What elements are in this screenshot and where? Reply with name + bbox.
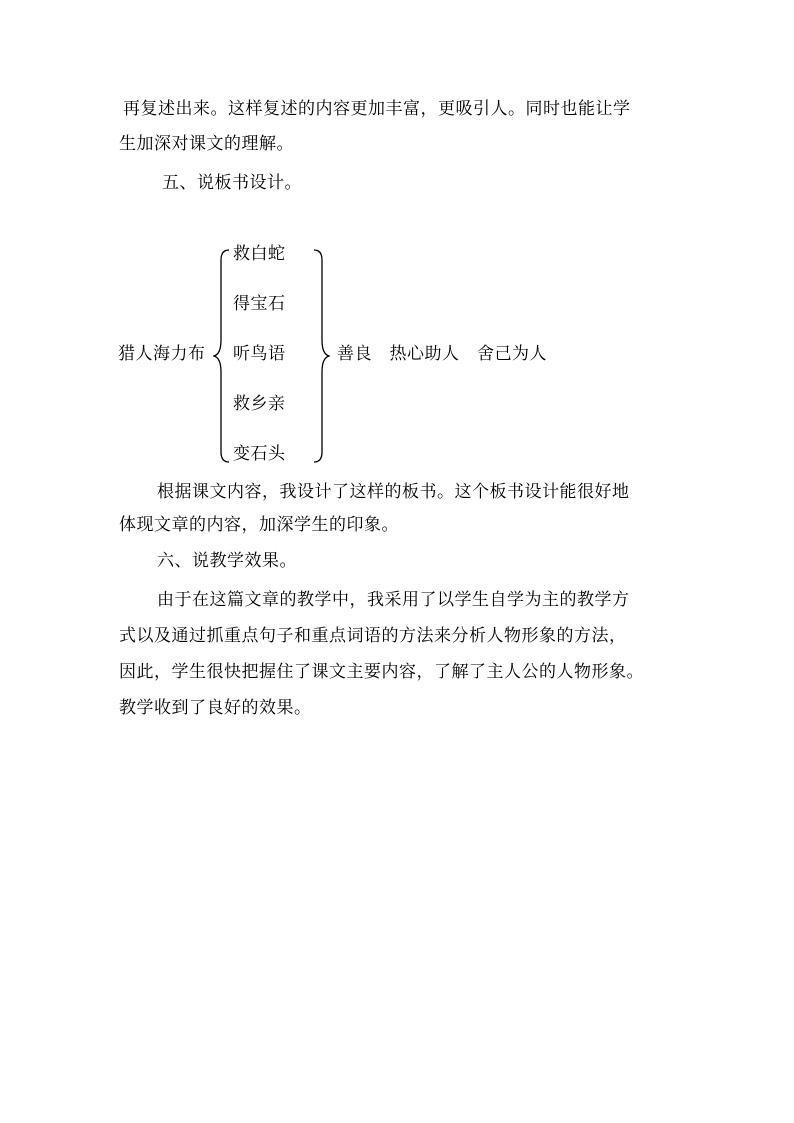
board-qualities: 善良 热心助人 舍己为人: [337, 344, 547, 364]
paragraph-3-line-4: 教学收到了良好的效果。: [119, 698, 312, 718]
right-brace: [310, 248, 330, 464]
board-event-2: 得宝石: [233, 294, 286, 314]
board-subject: 猎人海力布: [118, 344, 206, 364]
board-event-3: 听鸟语: [233, 344, 286, 364]
board-event-4: 救乡亲: [233, 394, 286, 414]
paragraph-3-line-2: 式以及通过抓重点句子和重点词语的方法来分析人物形象的方法，: [119, 626, 627, 646]
board-event-1: 救白蛇: [233, 244, 286, 264]
paragraph-1-line-2: 生加深对课文的理解。: [119, 134, 294, 154]
section-heading-teaching-effect: 六、说教学效果。: [157, 551, 297, 571]
board-event-5: 变石头: [233, 444, 286, 464]
left-brace: [213, 248, 233, 464]
paragraph-2-line-2: 体现文章的内容，加深学生的印象。: [119, 515, 399, 535]
paragraph-1-line-1: 再复述出来。这样复述的内容更加丰富，更吸引人。同时也能让学: [123, 99, 631, 119]
paragraph-2-line-1: 根据课文内容，我设计了这样的板书。这个板书设计能很好地: [157, 482, 630, 502]
paragraph-3-line-1: 由于在这篇文章的教学中，我采用了以学生自学为主的教学方: [157, 590, 630, 610]
paragraph-3-line-3: 因此，学生很快把握住了课文主要内容，了解了主人公的人物形象。: [119, 662, 644, 682]
section-heading-board-design: 五、说板书设计。: [162, 173, 302, 193]
